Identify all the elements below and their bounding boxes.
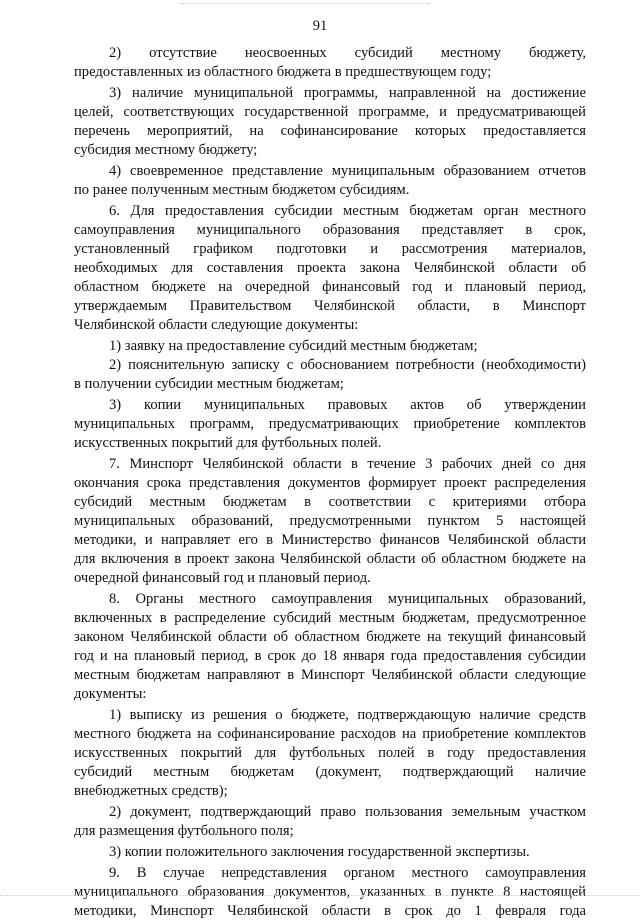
text-line: Челябинской области следующие документы: xyxy=(74,317,359,333)
text-line: 2) отсутствие неосвоенных субсидий местному бюджету, xyxy=(109,45,586,61)
text-line: муниципальных программ, предусматривающих приобретение комплектов xyxy=(74,416,586,432)
text-line: искусственных покрытий для футбольных полей в году предоставления xyxy=(74,745,586,761)
text-line: самоуправления муниципального образования представляет в срок, xyxy=(74,222,586,238)
scan-artifact-bottom xyxy=(0,895,640,897)
text-line: целей, соответствующих государственной программе, и предусматривающей xyxy=(74,104,586,120)
text-line: местного бюджета на софинансирование расходов на приобретение комплектов xyxy=(74,726,586,742)
text-line: 9. В случае непредставления органом местного самоуправления xyxy=(109,865,586,881)
text-line: очередной финансовый год и плановый период. xyxy=(74,570,371,586)
text-line: предоставленных из областного бюджета в предшествующем году; xyxy=(74,64,492,80)
page-number: 91 xyxy=(312,18,328,34)
text-line: 3) наличие муниципальной программы, направленной на достижение xyxy=(109,85,586,101)
text-line: 1) заявку на предоставление субсидий местным бюджетам; xyxy=(109,338,478,354)
text-line: 6. Для предоставления субсидии местным бюджетам орган местного xyxy=(109,203,586,219)
text-line: методики, Минспорт Челябинской области в срок до 1 февраля года xyxy=(74,903,586,919)
text-line: по ранее полученным местным бюджетом субсидиям. xyxy=(74,182,410,198)
text-line: установленный графиком подготовки и рассмотрения материалов, xyxy=(74,241,586,257)
text-line: 4) своевременное представление муниципальным образованием отчетов xyxy=(109,163,586,179)
text-line: местным бюджетам направляют в Минспорт Челябинской области следующие xyxy=(74,667,586,683)
text-line: муниципальных образований, предусмотренными пунктом 5 настоящей xyxy=(74,513,586,529)
text-line: 8. Органы местного самоуправления муниципальных образований, xyxy=(109,591,586,607)
text-line: областном бюджете на очередной финансовый год и плановый период, xyxy=(74,279,586,295)
text-line: окончания срока представления документов формирует проект распределения xyxy=(74,475,586,491)
text-line: искусственных покрытий для футбольных полей. xyxy=(74,435,382,451)
text-line: утверждаемым Правительством Челябинской области, в Минспорт xyxy=(74,298,586,314)
text-line: 3) копии положительного заключения государственной экспертизы. xyxy=(109,844,530,860)
text-line: 2) пояснительную записку с обоснованием потребности (необходимости) xyxy=(109,357,586,373)
text-line: 7. Минспорт Челябинской области в течение 3 рабочих дней со дня xyxy=(109,456,586,472)
text-line: 2) документ, подтверждающий право пользования земельным участком xyxy=(109,804,586,820)
text-line: необходимых для составления проекта закона Челябинской области об xyxy=(74,260,586,276)
text-line: методики, и направляет его в Министерство финансов Челябинской области xyxy=(74,532,586,548)
text-line: субсидий местным бюджетам в соответствии с критериями отбора xyxy=(74,494,586,510)
text-line: год и на плановый период, в срок до 18 января года предоставления субсидии xyxy=(74,648,586,664)
text-line: субсидия местному бюджету; xyxy=(74,142,258,158)
text-line: 1) выписку из решения о бюджете, подтверждающую наличие средств xyxy=(109,707,586,723)
text-line: документы: xyxy=(74,686,147,702)
text-line: субсидий местным бюджетам (документ, подтверждающий наличие xyxy=(74,764,586,780)
text-line: перечень мероприятий, на софинансирование которых предоставляется xyxy=(74,123,586,139)
text-line: в получении субсидии местным бюджетам; xyxy=(74,376,344,392)
text-line: муниципального образования документов, указанных в пункте 8 настоящей xyxy=(74,884,586,900)
text-line: для включения в проект закона Челябинской области об областном бюджете на xyxy=(74,551,586,567)
text-line: законом Челябинской области об областном бюджете на текущий финансовый xyxy=(74,629,586,645)
text-line: включенных в распределение субсидий местным бюджетам, предусмотренное xyxy=(74,610,586,626)
text-line: внебюджетных средств); xyxy=(74,783,228,799)
text-line: для размещения футбольного поля; xyxy=(74,823,294,839)
text-line: 3) копии муниципальных правовых актов об утверждении xyxy=(109,397,586,413)
